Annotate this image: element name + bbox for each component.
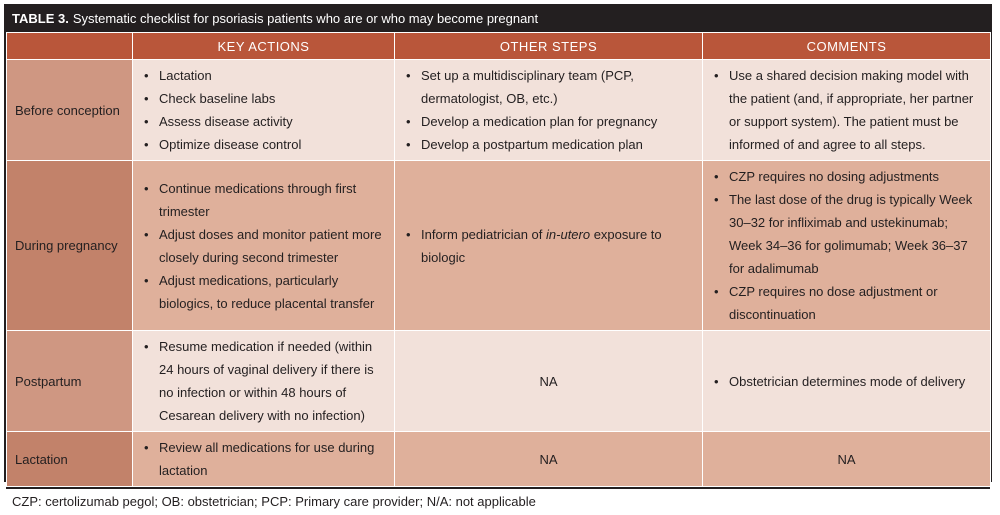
table-row (7, 161, 991, 331)
list-item: • Adjust medications, particularly biologics, to reduce placental transfer (159, 269, 386, 315)
list-item: • Resume medication if needed (within 24 hours of vaginal delivery if there is no infection or within 48 hours of Cesarean delivery with no infection) (159, 335, 386, 427)
comments-cell (703, 60, 991, 161)
other-steps-cell (395, 161, 703, 331)
list-item: • Use a shared decision making model with the patient (and, if appropriate, her partner or support system). The patient must be informed of and agree to all steps. (729, 64, 982, 156)
table-number: TABLE 3. (12, 11, 69, 26)
key-actions-cell (133, 432, 395, 487)
list-item: • Obstetrician determines mode of delivery (729, 370, 982, 393)
list-item: • Assess disease activity (159, 110, 386, 133)
header-corner (7, 33, 133, 60)
header-key-actions: KEY ACTIONS (133, 33, 395, 60)
list-item: • CZP requires no dose adjustment or discontinuation (729, 280, 982, 326)
list-item: • Continue medications through first trimester (159, 177, 386, 223)
header-comments: COMMENTS (703, 33, 991, 60)
list-item: • Adjust doses and monitor patient more closely during second trimester (159, 223, 386, 269)
other-steps-cell (395, 60, 703, 161)
list-item: • Review all medications for use during lactation (159, 436, 386, 482)
list-item: • Set up a multidisciplinary team (PCP, dermatologist, OB, etc.) (421, 64, 694, 110)
other-steps-cell: NA (395, 432, 703, 487)
row-stage: During pregnancy (7, 161, 133, 331)
key-actions-cell (133, 161, 395, 331)
list-item: • Develop a postpartum medication plan (421, 133, 694, 156)
checklist-table (6, 32, 991, 487)
header-row (7, 33, 991, 60)
header-other-steps: OTHER STEPS (395, 33, 703, 60)
text-suffix: exposure to biologic (421, 226, 662, 265)
list-item: • Check baseline labs (159, 87, 386, 110)
row-stage: Lactation (7, 432, 133, 487)
table-title (6, 6, 990, 32)
list-item: • The last dose of the drug is typically Week 30–32 for infliximab and ustekinumab; Week 34–36 for golimumab; Week 36–37 for adalimumab (729, 188, 982, 280)
row-stage: Before conception (7, 60, 133, 161)
comments-cell (703, 161, 991, 331)
list-item: • CZP requires no dosing adjustments (729, 165, 982, 188)
checklist-table-frame (4, 4, 992, 509)
list-item: • Lactation (159, 64, 386, 87)
table-row (7, 60, 991, 161)
comments-cell: NA (703, 432, 991, 487)
table-row (7, 331, 991, 432)
text-prefix: Inform pediatrician of (421, 226, 547, 242)
comments-cell (703, 331, 991, 432)
other-steps-cell: NA (395, 331, 703, 432)
row-stage: Postpartum (7, 331, 133, 432)
list-item: • Develop a medication plan for pregnancy (421, 110, 694, 133)
key-actions-cell (133, 331, 395, 432)
italic-term: in-utero (546, 226, 591, 242)
list-item (421, 223, 694, 269)
table-row (7, 432, 991, 487)
list-item: • Optimize disease control (159, 133, 386, 156)
table-caption: Systematic checklist for psoriasis patients who are or who may become pregnant (72, 11, 539, 26)
table-footnote: CZP: certolizumab pegol; OB: obstetrician; PCP: Primary care provider; N/A: not applicable (6, 487, 990, 515)
key-actions-cell (133, 60, 395, 161)
